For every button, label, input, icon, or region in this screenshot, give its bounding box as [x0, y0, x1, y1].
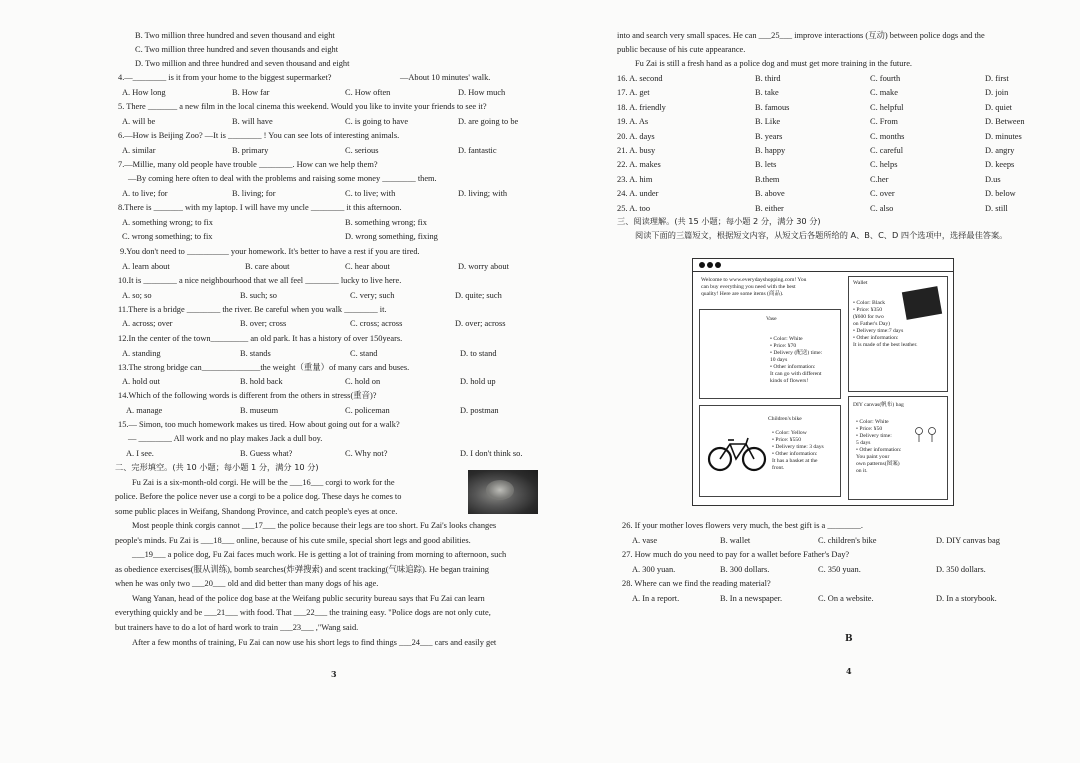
window-dot-icon: [699, 262, 705, 268]
q8-option-a: A. something wrong; to fix: [122, 218, 213, 227]
corgi-photo: [468, 470, 538, 514]
q7-option-d: D. living; with: [458, 189, 508, 198]
cloze-option: B. famous: [755, 102, 790, 112]
cloze-option: C. over: [870, 189, 895, 199]
question-10: 10.It is ________ a nice neighbourhood that we all feel ________ lucky to live here.: [118, 276, 402, 285]
cloze-option: C. helpful: [870, 102, 904, 112]
q9-option-a: A. learn about: [122, 262, 170, 271]
wallet-title: Wallet: [853, 280, 868, 286]
passage-line: when he was only two ___20___ old and did better than many dogs of his age.: [115, 579, 379, 588]
vase-info: • Other information:: [770, 364, 816, 370]
q27-option-a: A. 300 yuan.: [632, 565, 676, 574]
page-number: 3: [331, 669, 337, 679]
question-15-line2: — ________ All work and no play makes Jack a dull boy.: [128, 434, 323, 443]
passage-line: Fu Zai is still a fresh hand as a police dog and must get more training in the future.: [635, 59, 913, 68]
cloze-option: D. Between: [985, 117, 1025, 127]
bike-info: • Color: Yellow: [772, 430, 807, 436]
q8-option-d: D. wrong something, fixing: [345, 232, 438, 241]
wallet-info: • Color: Black: [853, 300, 886, 306]
q10-option-a: A. so; so: [122, 291, 152, 300]
cloze-option: 18. A. friendly: [617, 102, 666, 112]
bike-info: • Other information:: [772, 451, 818, 457]
q28-option-a: A. In a report.: [632, 594, 680, 603]
cloze-option: 21. A. busy: [617, 146, 656, 155]
question-15-line1: 15.— Simon, too much homework makes us tired. How about going out for a walk?: [118, 420, 400, 429]
cloze-option: D.us: [985, 174, 1001, 184]
cloze-option: C. make: [870, 88, 898, 98]
bike-info: front.: [772, 465, 785, 471]
q4-option-a: A. How long: [122, 88, 166, 97]
question-27: 27. How much do you need to pay for a wallet before Father's Day?: [622, 550, 850, 559]
cloze-option: B.them: [755, 174, 780, 184]
question-26: 26. If your mother loves flowers very much, the best gift is a ________.: [622, 521, 863, 530]
passage-line: some public places in Weifang, Shandong Province, and catch people's eyes at once.: [115, 507, 398, 516]
question-14: 14.Which of the following words is different from the others in stress(重音)?: [118, 391, 377, 400]
q14-option-a: A. manage: [126, 406, 163, 415]
q27-option-d: D. 350 dollars.: [936, 565, 986, 574]
q4-option-b: B. How far: [232, 88, 270, 97]
question-11: 11.There is a bridge ________ the river. Be careful when you walk ________ it.: [118, 305, 387, 314]
page-number: 4: [846, 666, 852, 676]
cloze-option: D. still: [985, 203, 1008, 213]
cloze-option: B. above: [755, 189, 785, 199]
q12-option-d: D. to stand: [460, 349, 497, 358]
q14-option-b: B. museum: [240, 406, 279, 415]
passage-line: Most people think corgis cannot ___17___ the police because their legs are too short. Fu Zai's looks changes: [132, 521, 497, 530]
cloze-option: 20. A. days: [617, 131, 655, 141]
q14-option-d: D. postman: [460, 406, 499, 415]
vase-info: It can go with different: [770, 371, 822, 377]
cloze-option: C. fourth: [870, 74, 901, 83]
q14-option-c: C. policeman: [345, 406, 390, 415]
cloze-option: B. either: [755, 203, 784, 213]
cloze-option: D. quiet: [985, 102, 1012, 112]
cloze-option: B. third: [755, 74, 781, 83]
question-28: 28. Where can we find the reading material?: [622, 579, 771, 588]
q6-option-a: A. similar: [122, 146, 156, 155]
passage-line: as obedience exercises(服从训练), bomb searches(炸弹搜索) and scent tracking(气味追踪). He began training: [115, 565, 489, 574]
question-7-line1: 7.—Millie, many old people have trouble ________. How can we help them?: [118, 160, 378, 169]
cloze-option: B. happy: [755, 146, 786, 155]
passage-line: Wang Yanan, head of the police dog base at the Weifang public security bureau says that Fu Zai can learn: [132, 594, 485, 603]
question-9: 9.You don't need to __________ your homework. It's better to have a rest if you are tired.: [120, 247, 420, 256]
shopping-website-illustration: [692, 258, 954, 506]
q6-option-d: D. fantastic: [458, 146, 497, 155]
vase-info: kinds of flowers!: [770, 378, 809, 384]
passage-line: ___19___ a police dog, Fu Zai faces much work. He is getting a lot of training from morning to afternoon, such: [132, 550, 507, 559]
cloze-option: 16. A. second: [617, 74, 663, 83]
q6-option-b: B. primary: [232, 146, 269, 155]
q15-option-d: D. I don't think so.: [460, 449, 523, 458]
passage-line: public because of his cute appearance.: [617, 45, 746, 54]
bike-info: • Delivery time: 3 days: [772, 444, 824, 450]
question-5: 5. There _______ a new film in the local cinema this weekend. Would you like to invite your friends to see it?: [118, 102, 487, 111]
question-13: 13.The strong bridge can______________the weight（重量）of many cars and buses.: [118, 363, 410, 372]
cloze-option: D. keeps: [985, 160, 1015, 170]
vase-info: • Delivery (配送) time:: [770, 350, 823, 356]
cloze-option: B. years: [755, 131, 783, 141]
bike-info: It has a basket at the: [772, 458, 818, 464]
cloze-option: D. below: [985, 189, 1016, 199]
q12-option-c: C. stand: [350, 349, 378, 358]
question-4: 4.—________ is it from your home to the biggest supermarket?: [118, 73, 332, 82]
welcome-line: Welcome to www.everydayshopping.com! You: [701, 277, 807, 283]
q15-option-b: B. Guess what?: [240, 449, 293, 458]
question-4-tail: —About 10 minutes' walk.: [400, 73, 491, 82]
wallet-box: [848, 276, 948, 392]
cloze-option: D. join: [985, 88, 1009, 98]
q7-option-a: A. to live; for: [122, 189, 168, 198]
q5-option-d: D. are going to be: [458, 117, 519, 126]
option-line: D. Two million and three hundred and seven thousand and eight: [135, 59, 350, 68]
vase-info: • Color: White: [770, 336, 803, 342]
q7-option-b: B. living; for: [232, 189, 276, 198]
q28-option-d: D. In a storybook.: [936, 594, 997, 603]
q27-option-c: C. 350 yuan.: [818, 565, 861, 574]
q28-option-b: B. In a newspaper.: [720, 594, 783, 603]
welcome-line: can buy everything you need with the best: [701, 284, 796, 290]
q13-option-b: B. hold back: [240, 377, 283, 386]
cloze-option: B. take: [755, 88, 779, 98]
wallet-image: [902, 286, 942, 320]
option-line: B. Two million three hundred and seven thousand and eight: [135, 31, 335, 40]
bag-info: • Delivery time:: [856, 433, 892, 439]
q13-option-c: C. hold on: [345, 377, 381, 386]
bag-info: 5 days: [856, 440, 871, 446]
vase-info: 10 days: [770, 357, 788, 363]
section-3-heading: 三、阅读理解。(共 15 小题；每小题 2 分，满分 30 分): [617, 216, 821, 226]
cloze-option: D. first: [985, 74, 1009, 83]
vase-info: • Price: ¥70: [770, 343, 797, 349]
q11-option-c: C. cross; across: [350, 319, 403, 328]
welcome-line: quality! Here are some items (商品).: [701, 291, 784, 297]
window-dot-icon: [715, 262, 721, 268]
wallet-info: • Other information:: [853, 335, 899, 341]
cloze-option: D. minutes: [985, 131, 1022, 141]
wallet-info: It is made of the best leather.: [853, 342, 918, 348]
q5-option-a: A. will be: [122, 117, 156, 126]
q6-option-c: C. serious: [345, 146, 379, 155]
q13-option-d: D. hold up: [460, 377, 496, 386]
bag-info: • Price: ¥50: [856, 426, 883, 432]
cloze-option: C.her: [870, 174, 889, 184]
q8-option-b: B. something wrong; fix: [345, 218, 427, 227]
option-line: C. Two million three hundred and seven thousands and eight: [135, 45, 339, 54]
question-6: 6.—How is Beijing Zoo? —It is ________ ! You can see lots of interesting animals.: [118, 131, 400, 140]
cloze-option: 23. A. him: [617, 174, 653, 184]
q5-option-c: C. is going to have: [345, 117, 409, 126]
passage-line: police. Before the police never use a corgi to be a police dog. These days he comes to: [115, 492, 402, 501]
question-8: 8.There is _______ with my laptop. I will have my uncle ________ it this afternoon.: [118, 203, 402, 212]
q27-option-b: B. 300 dollars.: [720, 565, 770, 574]
bike-info: • Price: ¥550: [772, 437, 801, 443]
passage-line: into and search very small spaces. He can ___25___ improve interactions (互动) between police dogs and the: [617, 31, 985, 40]
browser-title-bar: [693, 259, 953, 272]
cloze-option: 25. A. too: [617, 203, 651, 213]
cloze-option: 17. A. get: [617, 88, 650, 98]
window-dot-icon: [707, 262, 713, 268]
passage-line: After a few months of training, Fu Zai can now use his short legs to find things ___24___ cars and easily get: [132, 638, 497, 647]
canvas-bag-box: [848, 396, 948, 500]
cloze-option: 19. A. As: [617, 117, 649, 127]
bag-info: • Other information:: [856, 447, 902, 453]
q12-option-a: A. standing: [122, 349, 161, 358]
bike-title: Children's bike: [768, 416, 802, 422]
wallet-info: (¥600 for two: [853, 314, 884, 320]
q9-option-d: D. worry about: [458, 262, 509, 271]
passage-line: people's minds. Fu Zai is ___18___ online, because of his cute smile, special short legs and good abilities.: [115, 536, 471, 545]
q15-option-c: C. Why not?: [345, 449, 388, 458]
section-2-heading: 二、完形填空。(共 10 小题；每小题 1 分，满分 10 分): [115, 462, 319, 472]
q26-option-d: D. DIY canvas bag: [936, 536, 1000, 545]
passage-line: but trainers have to do a lot of hard work to train ___23___ ,"Wang said.: [115, 623, 359, 632]
q9-option-b: B. care about: [245, 262, 290, 271]
passage-line: everything quickly and be ___21___ with food. That ___22___ the training easy. "Police dogs are not only cute,: [115, 608, 491, 617]
q15-option-a: A. I see.: [126, 449, 154, 458]
q26-option-c: C. children's bike: [818, 536, 877, 545]
q10-option-b: B. such; so: [240, 291, 277, 300]
cloze-option: D. angry: [985, 146, 1015, 155]
childrens-bike-box: [699, 405, 841, 497]
bicycle-icon: [706, 434, 768, 472]
vase-title: Vase: [766, 316, 777, 322]
section-3-intro: 阅读下面的三篇短文，根据短文内容，从短文后各题所给的 A、B、C、D 四个选项中，选择最佳答案。: [635, 230, 1008, 240]
cloze-option: C. From: [870, 117, 898, 127]
q5-option-b: B. will have: [232, 117, 273, 126]
vase-box: [699, 309, 841, 399]
cloze-option: C. months: [870, 131, 905, 141]
bag-info: You paint your: [856, 454, 890, 460]
q13-option-a: A. hold out: [122, 377, 160, 386]
welcome-box: [699, 276, 845, 306]
q10-option-d: D. quite; such: [455, 291, 502, 300]
q9-option-c: C. hear about: [345, 262, 390, 271]
bag-info: own patterns(图案): [856, 461, 900, 467]
cloze-option: 24. A. under: [617, 189, 659, 199]
q11-option-b: B. over; cross: [240, 319, 287, 328]
q28-option-c: C. On a website.: [818, 594, 874, 603]
question-12: 12.In the center of the town_________ an old park. It has a history of over 150years.: [118, 334, 403, 343]
wallet-info: • Price: ¥350: [853, 307, 882, 313]
cloze-option: C. careful: [870, 146, 904, 155]
cloze-option: C. also: [870, 203, 894, 213]
cloze-option: 22. A. makes: [617, 160, 661, 170]
section-b-label: B: [845, 634, 853, 644]
wallet-info: on Father's Day): [853, 321, 891, 327]
q4-option-d: D. How much: [458, 88, 506, 97]
q26-option-b: B. wallet: [720, 536, 751, 545]
cloze-option: B. Like: [755, 117, 781, 127]
people-doodle-icon: [911, 425, 941, 445]
q10-option-c: C. very; such: [350, 291, 395, 300]
q7-option-c: C. to live; with: [345, 189, 396, 198]
passage-line: Fu Zai is a six-month-old corgi. He will be the ___16___ corgi to work for the: [132, 478, 395, 487]
bag-info: • Color: White: [856, 419, 889, 425]
wallet-info: • Delivery time:7 days: [853, 328, 904, 334]
q4-option-c: C. How often: [345, 88, 391, 97]
q26-option-a: A. vase: [632, 536, 658, 545]
q11-option-a: A. across; over: [122, 319, 173, 328]
cloze-option: C. helps: [870, 160, 898, 170]
bag-info: on it.: [856, 468, 868, 474]
bag-title: DIY canvas(帆布) bag: [853, 402, 904, 408]
question-7-line2: —By coming here often to deal with the problems and raising some money ________ them.: [128, 174, 437, 183]
q12-option-b: B. stands: [240, 349, 271, 358]
q11-option-d: D. over; across: [455, 319, 506, 328]
q8-option-c: C. wrong something; to fix: [122, 232, 213, 241]
cloze-option: B. lets: [755, 160, 777, 170]
